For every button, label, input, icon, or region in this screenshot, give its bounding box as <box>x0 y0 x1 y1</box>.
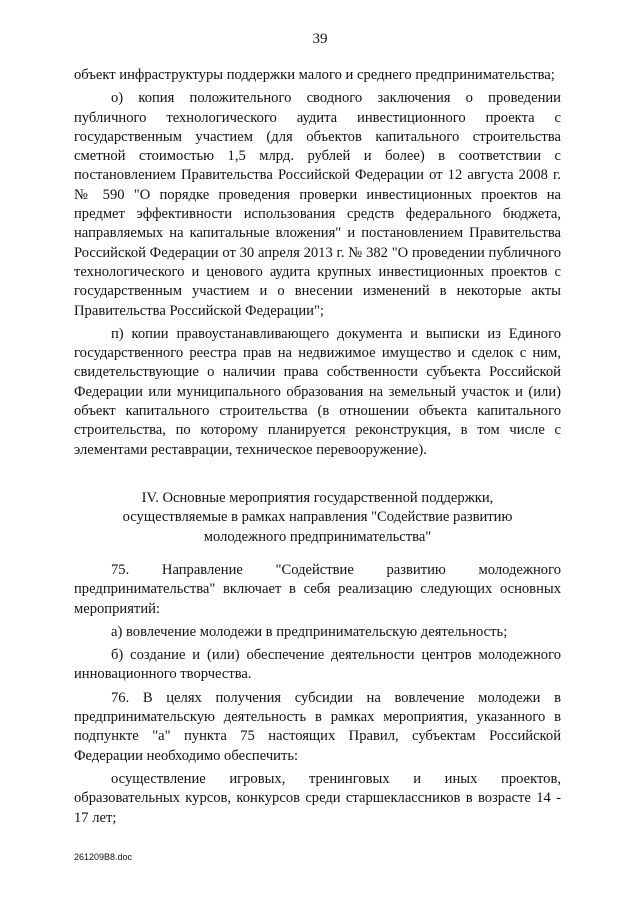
paragraph-76: 76. В целях получения субсидии на вовлечение молодежи в предпринимательскую деятельность в рамках мероприятия, указанного в подпункте "а" пункта 75 настоящих Правил, субъектам Российской Федерации необходимо обеспечить: <box>74 689 561 764</box>
heading-line-3: молодежного предпринимательства" <box>203 528 432 545</box>
paragraph-continuation: объект инфраструктуры поддержки малого и среднего предпринимательства; <box>74 67 555 83</box>
file-name-footer: 261209В8.doc <box>74 852 133 862</box>
paragraph-75-b: б) создание и (или) обеспечение деятельности центров молодежного инновационного творчества. <box>74 647 561 683</box>
paragraph-75: 75. Направление "Содействие развитию молодежного предпринимательства" включает в себя реализацию следующих основных мероприятий: <box>74 562 561 617</box>
heading-line-1: IV. Основные мероприятия государственной поддержки, <box>141 490 494 506</box>
body-text-top <box>74 66 561 460</box>
paragraph-item-o: о) копия положительного сводного заключения о проведении публичного технологического аудита инвестиционного проекта с государственным участием (для объектов капитального строительства сметной стоимостью 1,5 млрд. рублей и более) в соответствии с постановлением Правительства Российской Федерации от 12 августа 2008 г. № 590 "О порядке проведения проверки инвестиционных проектов на предмет эффективности использования средств федерального бюджета, направляемых на капитальные вложения" и постановлением Правительства Российской Федерации от 30 апреля 2013 г. № 382 "О проведении публичного технологического и ценового аудита крупных инвестиционных проектов с государственным участием и о внесении изменений в некоторые акты Правительства Российской Федерации"; <box>74 90 561 319</box>
heading-line-2: осуществляемые в рамках направления "Содействие развитию <box>122 509 513 526</box>
page-number: 39 <box>312 31 328 47</box>
paragraph-76-item: осуществление игровых, тренинговых и иных проектов, образовательных курсов, конкурсов среди старшеклассников в возрасте 14 - 17 лет; <box>74 770 561 826</box>
paragraph-75-a: а) вовлечение молодежи в предпринимательскую деятельность; <box>111 623 508 640</box>
section-heading <box>74 489 561 547</box>
paragraph-item-p: п) копии правоустанавливающего документа и выписки из Единого государственного реестра прав на недвижимое имущество и сделок с ним, свидетельствующие о наличии права собственности субъекта Российской Федерации или муниципального образования на земельный участок и (или) объект капитального строительства (в отношении объекта капитального строительства, по которому планируется реконструкция, в том числе с элементами реставрации, техническое перевооружение). <box>74 325 561 458</box>
body-text-bottom <box>74 561 561 828</box>
